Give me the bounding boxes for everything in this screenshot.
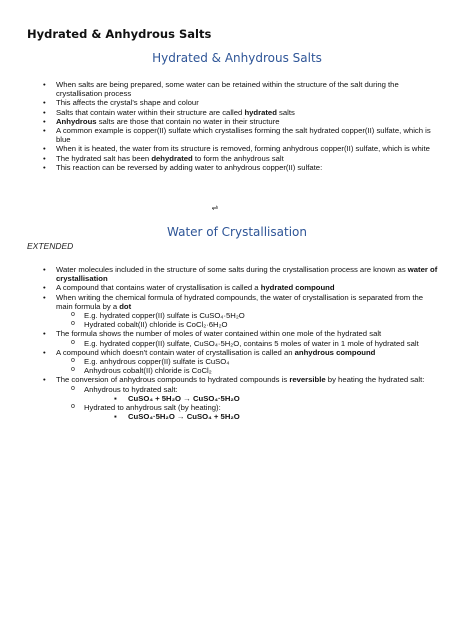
text-part: The conversion of anhydrous compounds to hydrated compounds is — [56, 375, 290, 385]
text-part: A compound which doesn't contain water of crystallisation is called an — [56, 347, 295, 357]
sub-list-item: o E.g. hydrated copper(II) sulfate is CuSO₄·5H₂O — [0, 311, 474, 320]
bold-term: water of crystallisation — [56, 265, 438, 284]
bold-term: anhydrous compound — [294, 347, 376, 357]
list-item: • A common example is copper(II) sulfate which crystallises forming the salt hydrated copper(II) sulfate, which is blue — [0, 126, 474, 144]
equation-item: ▪ CuSO₄ + 5H₂O → CuSO₄·5H₂O — [0, 394, 474, 403]
sub-list-item: o Anhydrous to hydrated salt: — [0, 385, 474, 394]
equation-item: ▪ CuSO₄·5H₂O → CuSO₄ + 5H₂O — [0, 412, 474, 421]
list-item — [0, 154, 474, 163]
equilibrium-symbol: ⇌ — [211, 203, 219, 212]
list-item — [0, 265, 474, 283]
bold-term: hydrated — [244, 107, 277, 117]
text-part: Water molecules included in the structure of some salts during the crystallisation process are known as — [56, 265, 408, 274]
bold-term: dehydrated — [151, 153, 193, 163]
text-part: When writing the chemical formula of hydrated compounds, the water of crystallisation is separated from the main formula by a — [56, 292, 424, 311]
section-heading-water-of-crystallisation: Water of Crystallisation — [167, 225, 307, 239]
text-part: Salts that contain water within their structure are called — [56, 107, 245, 117]
sub-list-item: o E.g. hydrated copper(II) sulfate, CuSO₄·5H₂O, contains 5 moles of water in 1 mole of hydrated salt — [0, 339, 474, 348]
list-item: • The formula shows the number of moles of water contained within one mole of the hydrated salt — [0, 329, 474, 338]
text-part: The hydrated salt has been — [56, 153, 152, 163]
list-item: • When it is heated, the water from its structure is removed, forming anhydrous copper(II) sulfate, which is white — [0, 144, 474, 153]
extended-label: EXTENDED — [27, 241, 74, 251]
sub-list-item: o Hydrated to anhydrous salt (by heating): — [0, 403, 474, 412]
bold-term: reversible — [289, 375, 326, 385]
list-item: • When salts are being prepared, some water can be retained within the structure of the salt during the crystallisation process — [0, 80, 474, 98]
bold-term: hydrated compound — [260, 283, 335, 293]
text-part: salts are those that contain no water in their structure — [96, 116, 280, 126]
list-item: • This affects the crystal's shape and colour — [0, 98, 474, 107]
list-item — [0, 117, 474, 126]
bold-term: dot — [119, 301, 132, 311]
section-heading-hydrated-anhydrous: Hydrated & Anhydrous Salts — [152, 51, 322, 65]
list-item — [0, 293, 474, 311]
text-part: A compound that contains water of crystallisation is called a — [56, 283, 261, 293]
sub-list-item: o Hydrated cobalt(II) chloride is CoCl₂·6H₂O — [0, 320, 474, 329]
text-part: to form the anhydrous salt — [192, 153, 284, 163]
section1-bullet-list — [0, 80, 474, 172]
list-item: • This reaction can be reversed by adding water to anhydrous copper(II) sulfate: — [0, 163, 474, 172]
list-item — [0, 283, 474, 292]
sub-list-item: o Anhydrous cobalt(II) chloride is CoCl₂ — [0, 366, 474, 375]
text-part: by heating the hydrated salt: — [325, 375, 425, 385]
list-item — [0, 108, 474, 117]
sub-list-item: o E.g. anhydrous copper(II) sulfate is CuSO₄ — [0, 357, 474, 366]
section2-bullet-list — [0, 265, 474, 421]
document-title: Hydrated & Anhydrous Salts — [27, 27, 212, 41]
bold-term: Anhydrous — [56, 116, 97, 126]
text-part: salts — [276, 107, 295, 117]
